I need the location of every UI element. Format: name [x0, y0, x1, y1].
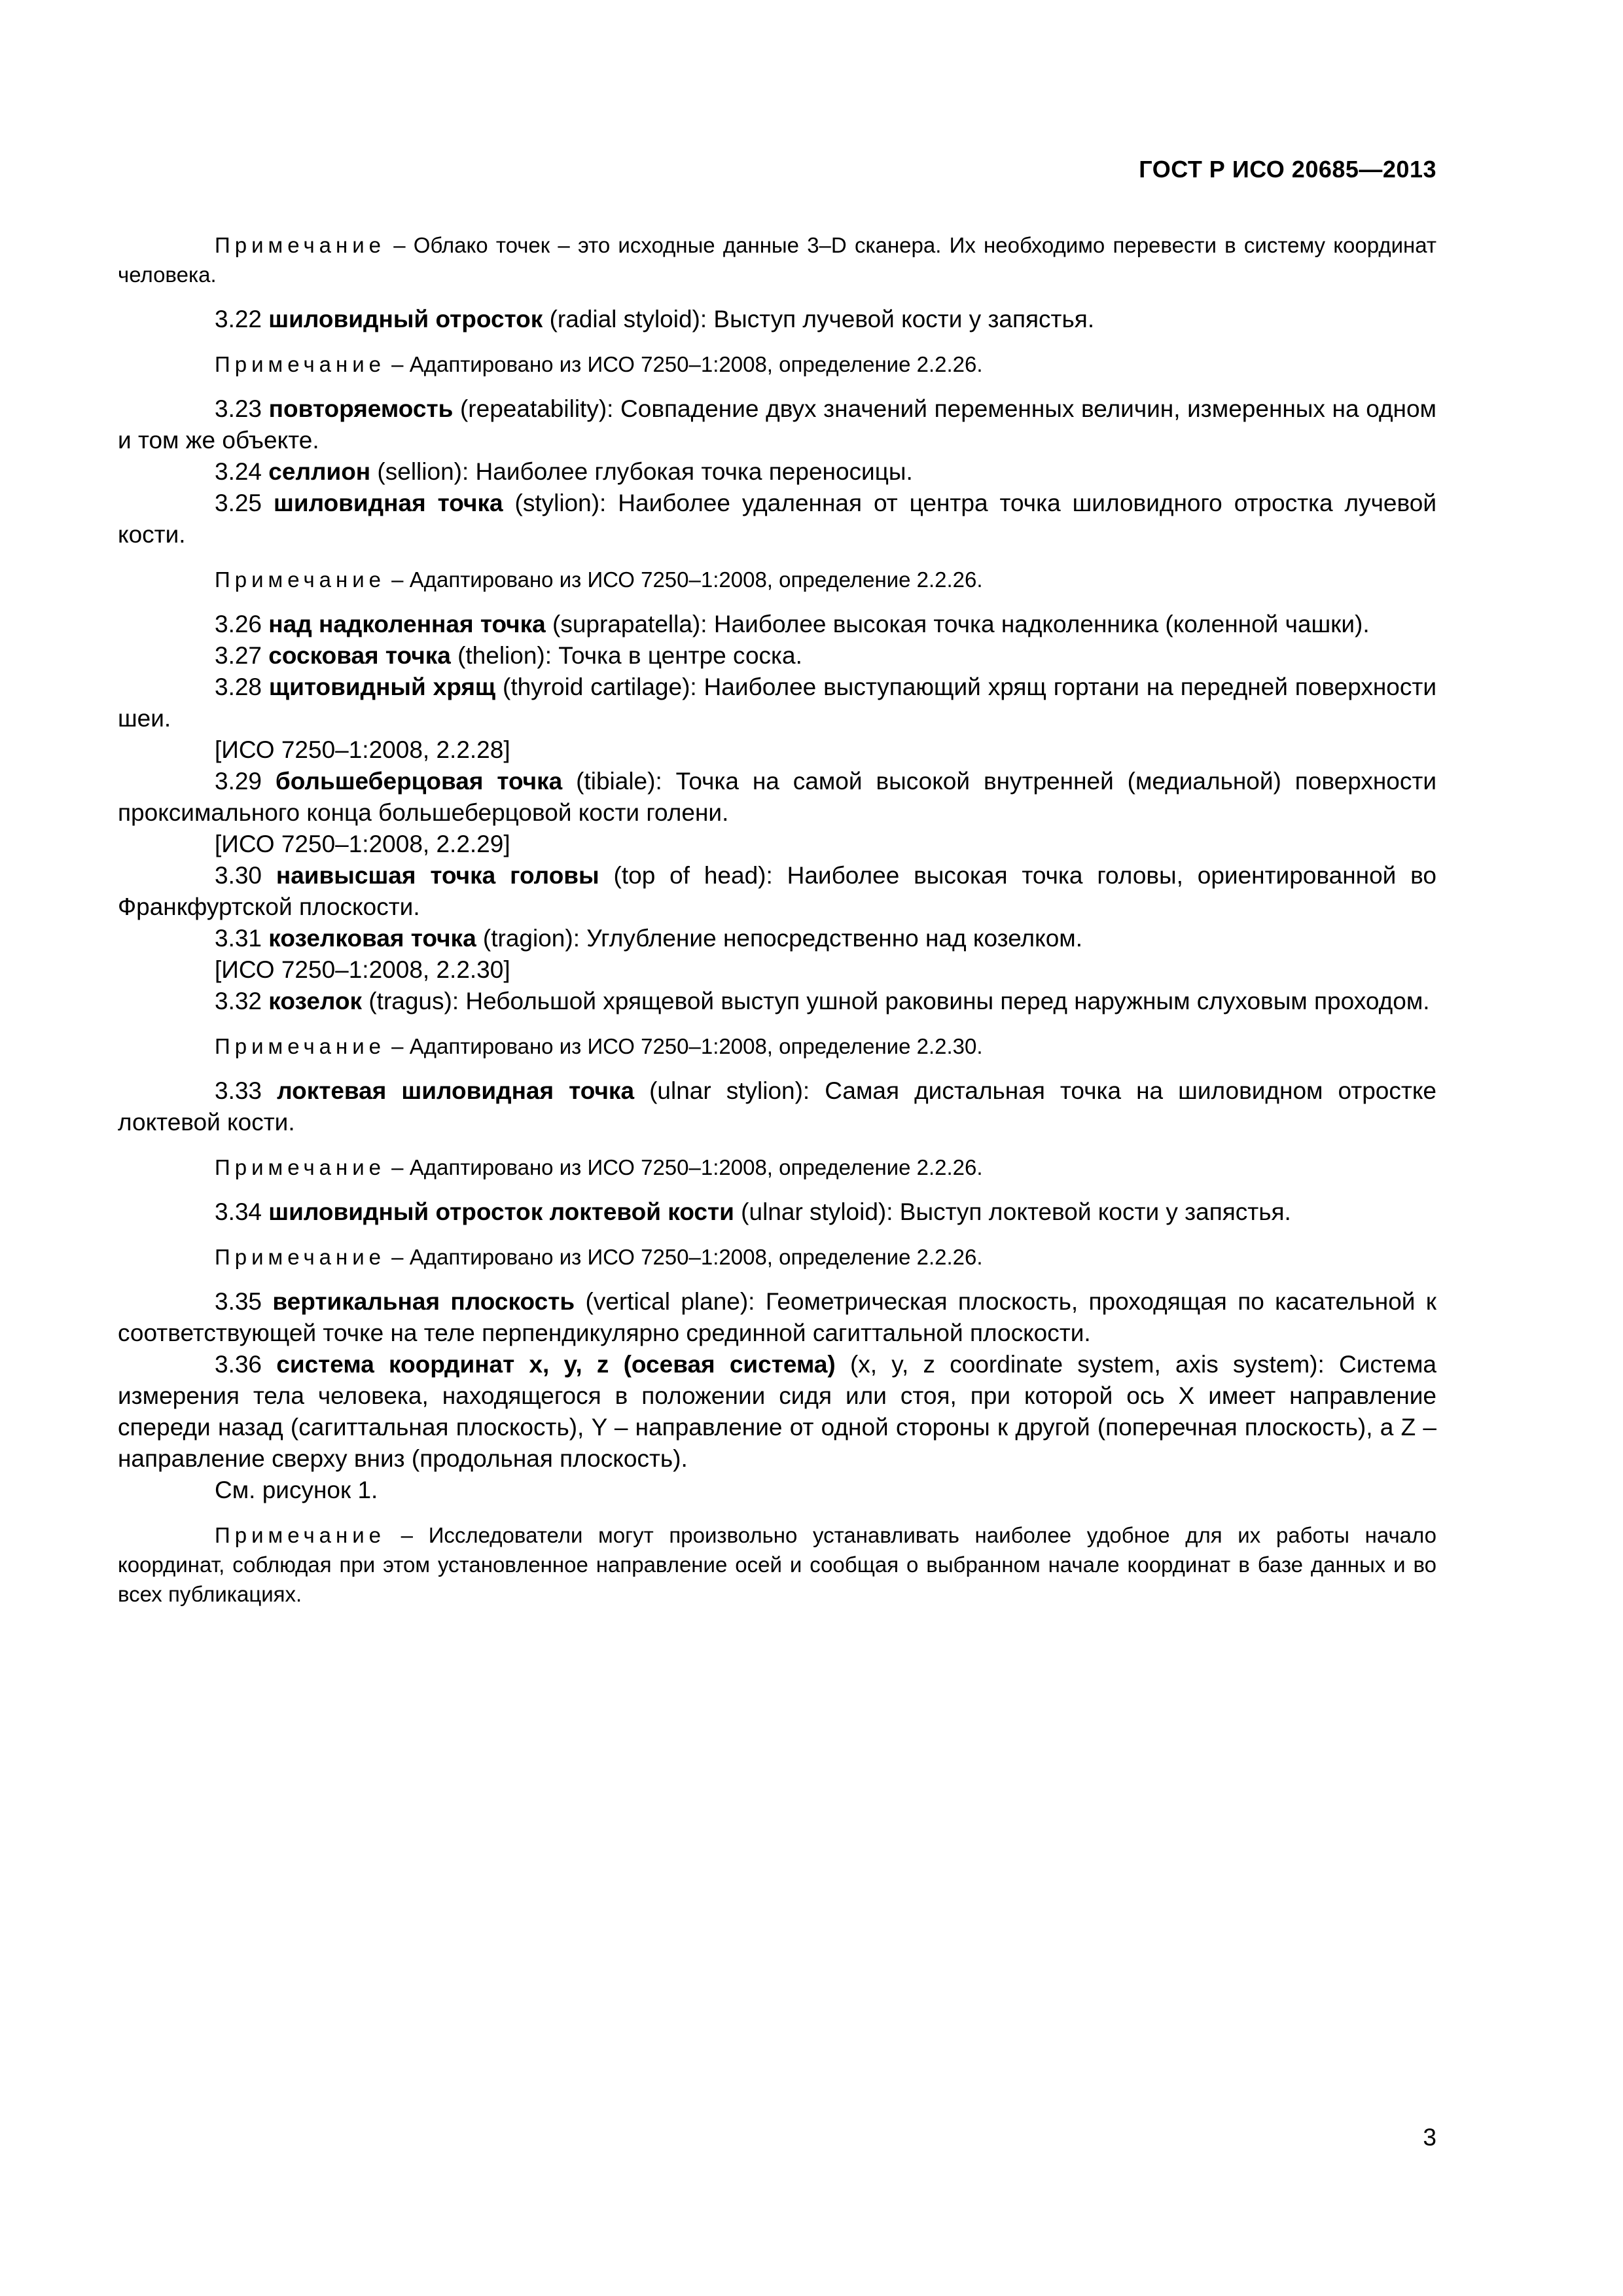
reference: [ИСО 7250–1:2008, 2.2.30]: [215, 956, 510, 983]
reference: [ИСО 7250–1:2008, 2.2.29]: [215, 831, 510, 857]
term-name: селлион: [268, 458, 371, 485]
term-entry: [118, 304, 1436, 335]
term-entry: [118, 640, 1436, 672]
term-entry: [118, 986, 1436, 1017]
reference: [ИСО 7250–1:2008, 2.2.28]: [215, 736, 510, 763]
term-definition: (radial styloid): Выступ лучевой кости у запястья.: [543, 306, 1095, 332]
term-number: 3.33: [215, 1077, 277, 1104]
term-number: 3.25: [215, 490, 274, 516]
term-number: 3.34: [215, 1198, 269, 1225]
document-body: [118, 216, 1436, 1623]
term-definition: (vertical plane): Геометрическая плоскость, проходящая по касательной к соответствующей точке на теле перпендикулярно срединной сагиттальной плоскости.: [118, 1288, 1436, 1346]
term-name: повторяемость: [268, 395, 454, 422]
term-name: шиловидная точка: [273, 490, 503, 516]
term-definition: (thelion): Точка в центре соска.: [450, 642, 802, 669]
term-name: система координат x, y, z (осевая система): [276, 1351, 836, 1378]
note-label: Примечание: [215, 352, 386, 376]
term-definition: (tragion): Углубление непосредственно над козелком.: [476, 925, 1083, 952]
term-definition: (x, y, z coordinate system, axis system): Система измерения тела человека, находящегося в положении сидя или стоя, при которой ось X имеет направление спереди назад (сагиттальная плоскость), Y – направление от одной стороны к другой (поперечная плоскость), а Z – направление сверху вниз (продольная плоскость).: [118, 1351, 1436, 1472]
term-name: шиловидный отросток: [268, 306, 543, 332]
term-entry: [118, 1075, 1436, 1138]
term-definition: (thyroid cartilage): Наиболее выступающий хрящ гортани на передней поверхности шеи.: [118, 673, 1436, 732]
term-number: 3.23: [215, 395, 269, 422]
term-number: 3.35: [215, 1288, 273, 1315]
term-entry: [118, 456, 1436, 488]
document-page: [118, 0, 1436, 2296]
note-label: Примечание: [215, 1034, 386, 1058]
term-definition: (ulnar stylion): Самая дистальная точка на шиловидном отростке локтевой кости.: [118, 1077, 1437, 1136]
term-name: вертикальная плоскость: [272, 1288, 575, 1315]
term-number: 3.32: [215, 988, 269, 1014]
term-number: 3.24: [215, 458, 269, 485]
document-header: ГОСТ Р ИСО 20685—2013: [1139, 156, 1436, 183]
note: [118, 1242, 1436, 1272]
term-name: сосковая точка: [268, 642, 451, 669]
term-name: щитовидный хрящ: [268, 673, 496, 700]
note-label: Примечание: [215, 1155, 386, 1179]
note-label: Примечание: [215, 233, 386, 257]
see-figure: См. рисунок 1.: [215, 1477, 378, 1503]
term-entry: [118, 923, 1436, 954]
term-number: 3.22: [215, 306, 269, 332]
note: [118, 350, 1436, 379]
term-name: наивысшая точка головы: [276, 862, 599, 889]
term-number: 3.36: [215, 1351, 277, 1378]
note: [118, 1153, 1436, 1182]
term-entry: [118, 393, 1436, 456]
note-text: – Адаптировано из ИСО 7250–1:2008, определение 2.2.26.: [385, 567, 983, 592]
term-name: локтевая шиловидная точка: [277, 1077, 635, 1104]
note: [118, 230, 1436, 289]
note-text: – Адаптировано из ИСО 7250–1:2008, определение 2.2.26.: [385, 1155, 983, 1179]
term-entry: [118, 1349, 1436, 1475]
term-name: козелковая точка: [268, 925, 476, 952]
note-text: – Облако точек – это исходные данные 3–D сканера. Их необходимо перевести в систему координат человека.: [118, 233, 1436, 287]
term-name: шиловидный отросток локтевой кости: [268, 1198, 734, 1225]
term-entry: [118, 672, 1436, 734]
note-label: Примечание: [215, 567, 386, 592]
term-definition: (tragus): Небольшой хрящевой выступ ушной раковины перед наружным слуховым проходом.: [362, 988, 1430, 1014]
term-entry: [118, 488, 1436, 550]
note-text: – Адаптировано из ИСО 7250–1:2008, определение 2.2.30.: [385, 1034, 983, 1058]
term-definition: (suprapatella): Наиболее высокая точка надколенника (коленной чашки).: [545, 611, 1370, 637]
note: [118, 1520, 1436, 1609]
note-text: – Адаптировано из ИСО 7250–1:2008, определение 2.2.26.: [385, 1245, 983, 1269]
term-number: 3.27: [215, 642, 269, 669]
page-number: 3: [1423, 2124, 1436, 2151]
term-name: козелок: [268, 988, 363, 1014]
term-number: 3.31: [215, 925, 269, 952]
note: [118, 565, 1436, 594]
term-entry: [118, 860, 1436, 923]
term-definition: (ulnar styloid): Выступ локтевой кости у запястья.: [734, 1198, 1291, 1225]
term-entry: [118, 766, 1436, 829]
term-name: большеберцовая точка: [275, 768, 563, 795]
term-definition: (sellion): Наиболее глубокая точка переносицы.: [370, 458, 913, 485]
note-text: – Адаптировано из ИСО 7250–1:2008, определение 2.2.26.: [385, 352, 983, 376]
term-entry: [118, 1196, 1436, 1228]
term-number: 3.28: [215, 673, 269, 700]
term-definition: (top of head): Наиболее высокая точка головы, ориентированной во Франкфуртской плоскости.: [118, 862, 1436, 920]
term-number: 3.26: [215, 611, 269, 637]
note: [118, 1031, 1436, 1061]
note-label: Примечание: [215, 1523, 386, 1547]
term-number: 3.29: [215, 768, 276, 795]
term-entry: [118, 609, 1436, 640]
term-entry: [118, 1286, 1436, 1349]
term-definition: (repeatability): Совпадение двух значений переменных величин, измеренных на одном и том же объекте.: [118, 395, 1436, 454]
term-number: 3.30: [215, 862, 276, 889]
note-label: Примечание: [215, 1245, 386, 1269]
note-text: – Исследователи могут произвольно устанавливать наиболее удобное для их работы начало координат, соблюдая при этом установленное направление осей и сообщая о выбранном начале координат в базе данных и во всех публикациях.: [118, 1523, 1436, 1606]
term-definition: (tibiale): Точка на самой высокой внутренней (медиальной) поверхности проксимального конца большеберцовой кости голени.: [118, 768, 1436, 826]
term-definition: (stylion): Наиболее удаленная от центра точка шиловидного отростка лучевой кости.: [118, 490, 1436, 548]
term-name: над надколенная точка: [268, 611, 546, 637]
